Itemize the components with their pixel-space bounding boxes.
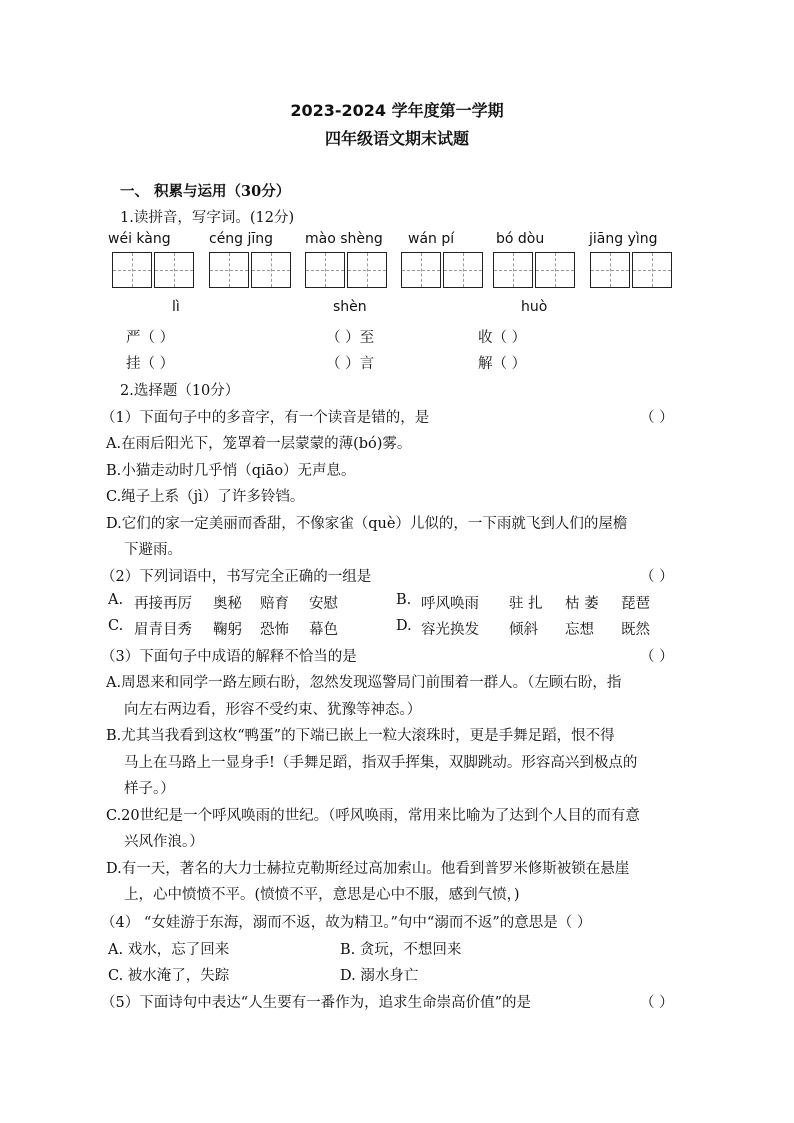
pinyin-label: wán pí <box>408 231 455 247</box>
option-b-continued: 马上在马路上一显身手!（手舞足蹈，指双手挥集，双脚跳动。形容高兴到极点的 <box>124 755 638 771</box>
option-d: D. 溺水身亡 <box>340 968 419 984</box>
question-stem: （5）下面诗句中表达“人生要有一番作为，追求生命崇高价值”的是 <box>101 995 532 1011</box>
option-word: 容光换发 <box>421 622 479 638</box>
option-a: A.在雨后阳光下，笼罩着一层蒙蒙的薄(bó)雾。 <box>106 436 412 452</box>
writing-grid-cell[interactable] <box>305 252 345 288</box>
option-b-letter: B. <box>396 592 412 608</box>
polyphone-blank[interactable]: （ ）言 <box>326 356 375 372</box>
option-b: B. 贪玩，不想回来 <box>340 942 462 958</box>
option-b-continued: 样子。） <box>124 781 175 797</box>
option-c: C.20世纪是一个呼风唤雨的世纪。（呼风唤雨，常用来比喻为了达到个人目的而有意 <box>106 808 640 824</box>
option-c-continued: 兴风作浪。） <box>124 834 204 850</box>
writing-grid-cell[interactable] <box>251 252 291 288</box>
question-stem: （1）下面句子中的多音字，有一个读音是错的，是 <box>101 410 430 426</box>
option-word: 枯 萎 <box>565 596 599 612</box>
writing-grid-cell[interactable] <box>347 252 387 288</box>
writing-grid-cell[interactable] <box>632 252 672 288</box>
option-word: 再接再厉 <box>134 596 192 612</box>
option-word: 赔育 <box>260 596 289 612</box>
option-word: 呼风唤雨 <box>421 596 479 612</box>
question-stem: （4） “女娃游于东海，溺而不返，故为精卫。”句中“溺而不返”的意思是（ ） <box>101 915 592 931</box>
pinyin-label: jiāng yìng <box>589 231 658 247</box>
option-d: D.有一天，著名的大力士赫拉克勒斯经过高加索山。他看到普罗米修斯被锁在悬崖 <box>106 861 630 877</box>
pinyin-label: céng jīng <box>209 231 274 247</box>
option-word: 既然 <box>621 622 650 638</box>
option-a: A.周恩来和同学一路左顾右盼，忽然发现巡警局门前围着一群人。（左顾右盼，指 <box>106 675 622 691</box>
writing-grid-cell[interactable] <box>209 252 249 288</box>
answer-bracket[interactable]: （ ） <box>640 569 674 585</box>
question-stem: （2）下列词语中，书写完全正确的一组是 <box>101 569 372 585</box>
answer-bracket[interactable]: （ ） <box>640 995 674 1011</box>
polyphone-pinyin: shèn <box>333 299 367 315</box>
polyphone-pinyin: lì <box>172 299 180 315</box>
section-heading: 一、 积累与运用（30分） <box>120 183 291 200</box>
polyphone-blank[interactable]: 挂（ ） <box>126 356 175 372</box>
option-d-continued: 下避雨。 <box>124 542 182 558</box>
writing-grid-cell[interactable] <box>154 252 194 288</box>
question-2-heading: 2.选择题（10分） <box>120 383 240 399</box>
option-d-continued: 上，心中愤愤不平。(愤愤不平，意思是心中不服，感到气愤，) <box>124 887 520 903</box>
writing-grid-cell[interactable] <box>401 252 441 288</box>
option-word: 恐怖 <box>260 622 289 638</box>
question-stem: （3）下面句子中成语的解释不恰当的是 <box>101 649 357 665</box>
pinyin-label: wéi kàng <box>108 231 171 247</box>
option-word: 倾斜 <box>509 622 538 638</box>
polyphone-blank[interactable]: 收（ ） <box>478 330 527 346</box>
option-c-letter: C. <box>108 618 124 634</box>
exam-subtitle: 四年级语文期末试题 <box>324 129 469 148</box>
option-a: A. 戏水，忘了回来 <box>108 942 230 958</box>
writing-grid-cell[interactable] <box>493 252 533 288</box>
writing-grid-cell[interactable] <box>443 252 483 288</box>
option-c: C.绳子上系（jì）了许多铃铛。 <box>106 489 305 505</box>
answer-bracket[interactable]: （ ） <box>640 410 674 426</box>
option-word: 忘想 <box>565 622 594 638</box>
option-word: 眉青目秀 <box>134 622 192 638</box>
answer-bracket[interactable]: （ ） <box>640 649 674 665</box>
option-word: 驻 扎 <box>509 596 543 612</box>
writing-grid-cell[interactable] <box>535 252 575 288</box>
option-word: 安慰 <box>309 596 338 612</box>
option-a-continued: 向左右两边看，形容不受约束、犹豫等神态。） <box>124 702 422 718</box>
option-word: 鞠躬 <box>213 622 242 638</box>
option-a-letter: A. <box>108 592 124 608</box>
writing-grid-cell[interactable] <box>112 252 152 288</box>
writing-grid-cell[interactable] <box>590 252 630 288</box>
pinyin-label: bó dòu <box>496 231 545 247</box>
option-d-letter: D. <box>396 618 412 634</box>
option-word: 琵琶 <box>621 596 650 612</box>
pinyin-label: mào shèng <box>305 231 383 247</box>
option-word: 幕色 <box>309 622 338 638</box>
option-b: B.小猫走动时几乎悄（qiāo）无声息。 <box>106 463 356 479</box>
polyphone-blank[interactable]: 严（ ） <box>126 330 175 346</box>
exam-title: 2023-2024 学年度第一学期 <box>290 101 504 120</box>
option-d: D.它们的家一定美丽而香甜，不像家雀（què）儿似的，一下雨就飞到人们的屋檐 <box>106 516 628 532</box>
option-c: C. 被水淹了，失踪 <box>108 968 230 984</box>
polyphone-blank[interactable]: 解（ ） <box>478 356 527 372</box>
option-word: 奥秘 <box>213 596 242 612</box>
question-1-heading: 1.读拼音，写字词。(12分) <box>120 210 295 226</box>
option-b: B.尤其当我看到这枚“鸭蛋”的下端已嵌上一粒大滚珠时，更是手舞足蹈，恨不得 <box>106 728 615 744</box>
polyphone-pinyin: huò <box>521 299 548 315</box>
polyphone-blank[interactable]: （ ）至 <box>326 330 375 346</box>
